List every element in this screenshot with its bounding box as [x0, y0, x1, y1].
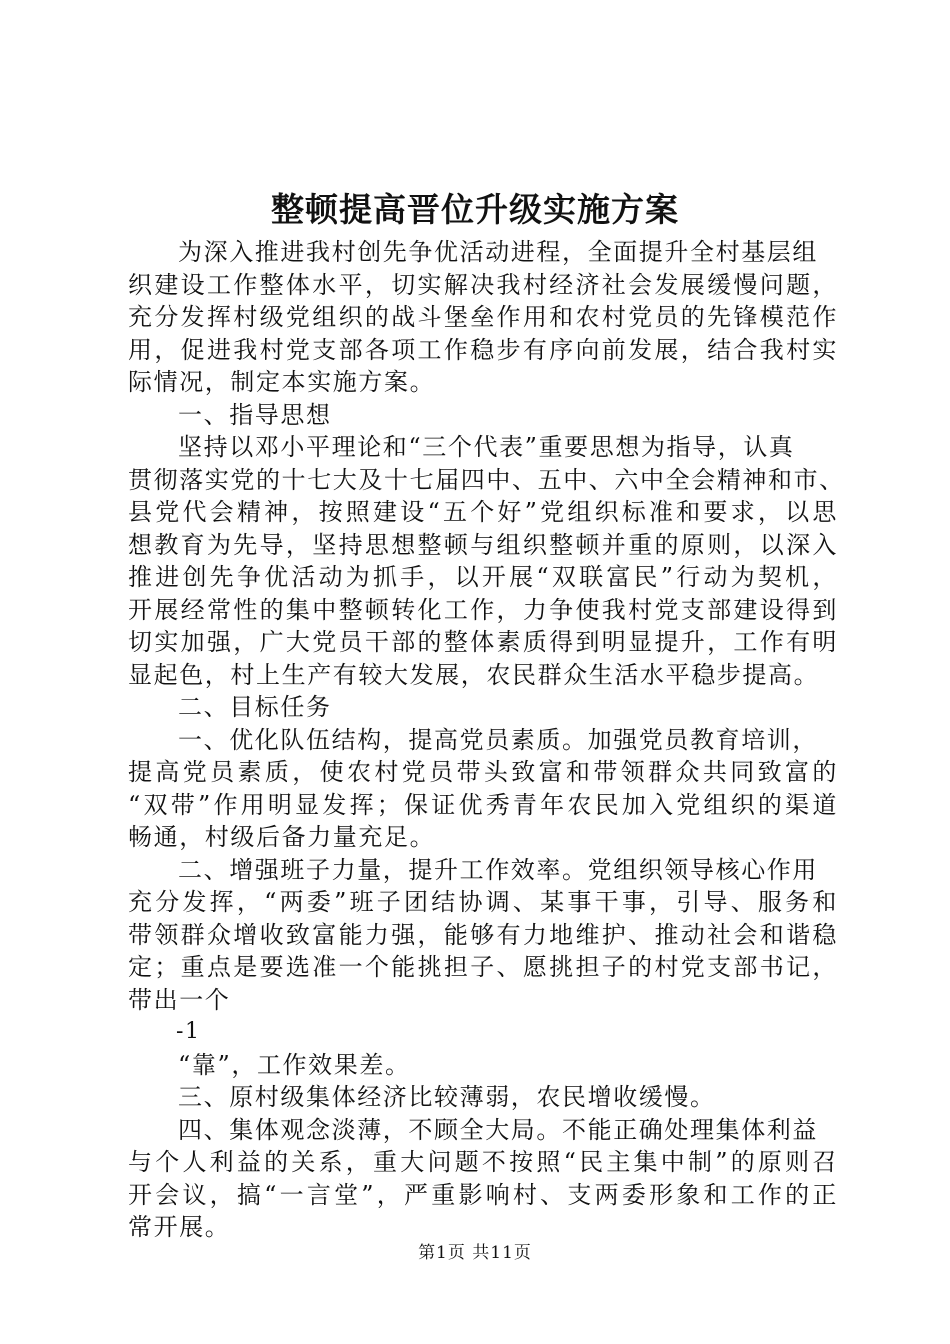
- text-line: 坚持以邓小平理论和“三个代表”重要思想为指导，认真: [178, 433, 795, 461]
- text-line: 织建设工作整体水平，切实解决我村经济社会发展缓慢问题，: [128, 270, 838, 299]
- text-line: 际情况，制定本实施方案。: [128, 368, 436, 396]
- page-footer: 第1页 共11页: [418, 1243, 532, 1263]
- text-line: 畅通，村级后备力量充足。: [128, 823, 436, 851]
- text-line: 与个人利益的关系，重大问题不按照“民主集中制”的原则召: [128, 1148, 838, 1176]
- text-line: 充分发挥村级党组织的战斗堡垒作用和农村党员的先锋模范作: [128, 303, 838, 331]
- section-heading: 二、目标任务: [178, 693, 332, 721]
- text-line: “双带”作用明显发挥；保证优秀青年农民加入党组织的渠道: [128, 790, 838, 819]
- text-line: 三、原村级集体经济比较薄弱，农民增收缓慢。: [178, 1083, 716, 1111]
- text-line: 切实加强，广大党员干部的整体素质得到明显提升，工作有明: [128, 628, 838, 656]
- text-line: 提高党员素质，使农村党员带头致富和带领群众共同致富的: [128, 758, 838, 786]
- text-line: 二、增强班子力量，提升工作效率。党组织领导核心作用: [178, 855, 818, 884]
- inline-page-number: -1: [176, 1019, 201, 1044]
- text-line: 带领群众增收致富能力强，能够有力地维护、推动社会和谐稳: [128, 920, 838, 949]
- text-line: 常开展。: [128, 1213, 231, 1241]
- text-line: 推进创先争优活动为抓手，以开展“双联富民”行动为契机，: [128, 563, 838, 591]
- text-line: 定；重点是要选准一个能挑担子、愿挑担子的村党支部书记，: [128, 953, 838, 981]
- text-line: 开会议，搞“一言堂”，严重影响村、支两委形象和工作的正: [128, 1180, 838, 1209]
- text-line: 为深入推进我村创先争优活动进程，全面提升全村基层组: [178, 238, 818, 266]
- document-title: 整顿提高晋位升级实施方案: [271, 190, 679, 229]
- text-line: 带出一个: [128, 985, 231, 1014]
- text-line: 贯彻落实党的十七大及十七届四中、五中、六中全会精神和市、: [128, 465, 845, 494]
- text-line: “靠”，工作效果差。: [178, 1050, 411, 1079]
- text-line: 开展经常性的集中整顿转化工作，力争使我村党支部建设得到: [128, 595, 838, 624]
- text-line: 用，促进我村党支部各项工作稳步有序向前发展，结合我村实: [128, 335, 838, 364]
- text-line: 充分发挥，“两委”班子团结协调、某事干事，引导、服务和: [128, 888, 838, 916]
- text-line: 想教育为先导，坚持思想整顿与组织整顿并重的原则，以深入: [128, 530, 838, 559]
- text-line: 一、优化队伍结构，提高党员素质。加强党员教育培训，: [178, 725, 818, 754]
- section-heading: 一、指导思想: [178, 400, 332, 429]
- text-line: 显起色，村上生产有较大发展，农民群众生活水平稳步提高。: [128, 660, 820, 689]
- text-line: 四、集体观念淡薄，不顾全大局。不能正确处理集体利益: [178, 1115, 818, 1144]
- text-line: 县党代会精神，按照建设“五个好”党组织标准和要求，以思: [128, 498, 838, 526]
- document-body: [128, 236, 845, 1244]
